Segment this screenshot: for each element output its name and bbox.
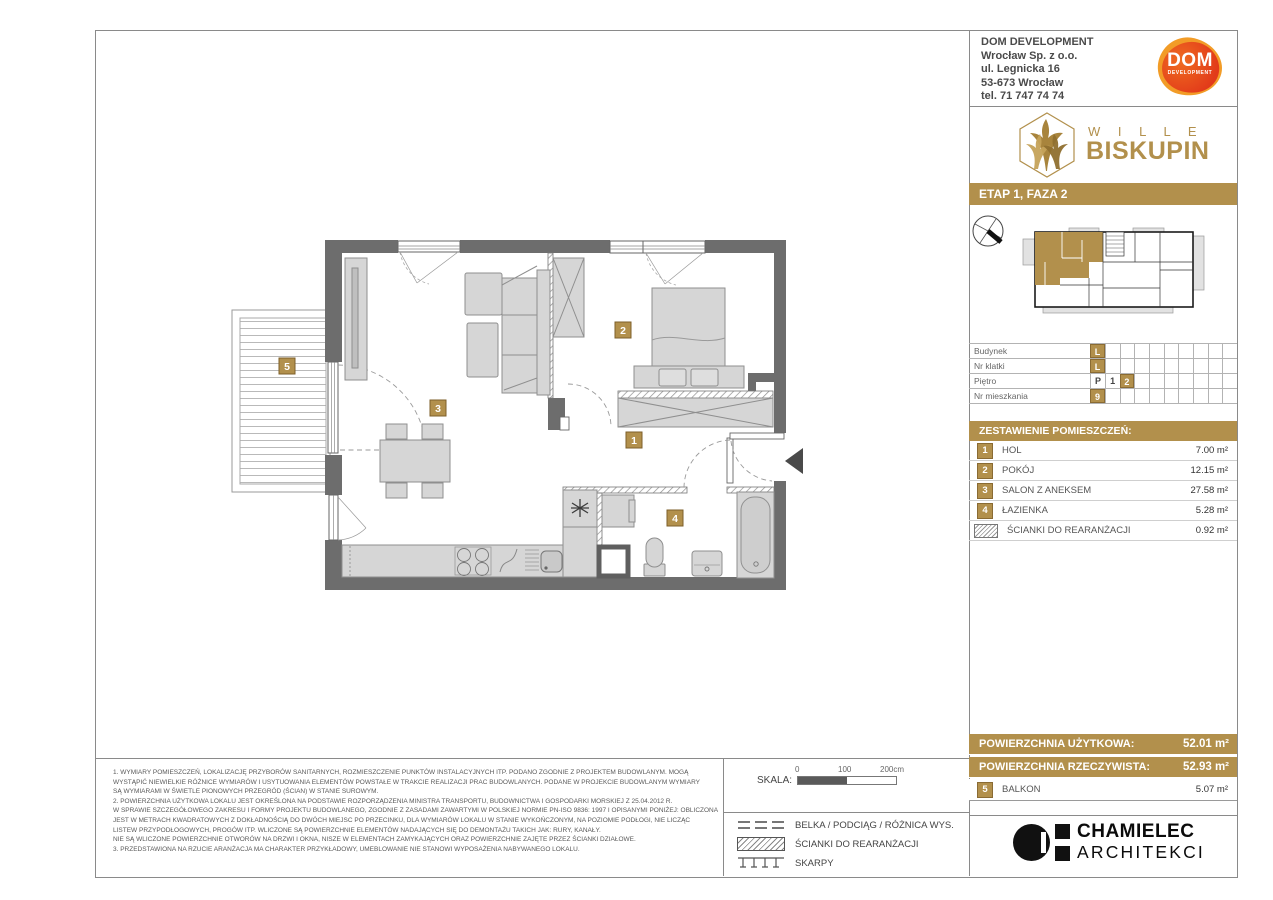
brand-line2: BISKUPIN: [1086, 137, 1210, 165]
room-row: 1 HOL 7.00 m²: [969, 441, 1237, 461]
chamielec-architekci-logo: CHAMIELEC ARCHITEKCI: [969, 815, 1237, 877]
balcony-row: 5 BALKON 5.07 m²: [969, 779, 1237, 801]
scale-tick-100: 100: [838, 765, 852, 774]
rooms-header: ZESTAWIENIE POMIESZCZEŃ:: [969, 421, 1237, 441]
room-row: 4 ŁAZIENKA 5.28 m²: [969, 501, 1237, 521]
stairs: [1106, 232, 1124, 256]
window-kitchen: [329, 495, 366, 540]
legend-item: SKARPY: [737, 856, 962, 870]
usable-area-value: 52.01 m²: [1182, 738, 1229, 750]
unit-info-table: [969, 343, 1237, 404]
room-row: 3 SALON Z ANEKSEM 27.58 m²: [969, 481, 1237, 501]
slope-symbol-icon: [737, 856, 785, 870]
real-area-value: 52.93 m²: [1182, 761, 1229, 773]
table-row: Nr klatki L: [969, 359, 1237, 374]
real-area-bar: POWIERZCHNIA RZECZYWISTA: 52.93 m²: [969, 757, 1237, 778]
hatch-symbol-icon: [737, 837, 785, 851]
hatch-swatch-icon: [974, 524, 998, 538]
badge-1: 1: [631, 435, 637, 447]
usable-area-bar: POWIERZCHNIA UŻYTKOWA: 52.01 m²: [969, 734, 1237, 755]
company-name: DOM DEVELOPMENT: [981, 36, 1094, 48]
badge-3: 3: [435, 403, 441, 415]
room-number: 1: [977, 443, 993, 459]
scale-label: SKALA:: [757, 775, 793, 786]
legend-item: ŚCIANKI DO REARANŻACJI: [737, 837, 962, 851]
grid-cell: L: [1090, 344, 1105, 358]
wille-biskupin-leaf-logo: [1016, 111, 1078, 179]
brand-line1: W I L L E: [1088, 124, 1204, 139]
badge-4: 4: [672, 513, 678, 525]
legend: [737, 818, 962, 875]
legal-notes: 1. WYMIARY POMIESZCZEŃ, LOKALIZACJĘ PRZYBORÓW SANITARNYCH, ROZMIESZCZENIE PUNKTÓW INSTALACYJNYCH ITP. PODANO ZGODNIE Z PROJEKTEM BUDOWLANYM. MOGĄ WYSTĄPIĆ NIEWIELKIE RÓŻNICE WYMIARÓW I USYTUOWANIA ELEMENTÓW POWSTAŁE W TRAKCIE REALIZACJI PRAC BUDOWLANYCH. PODANE W PROJEKCIE BUDOWLANYM WYMIARY SĄ WYMIARAMI W ŚWIETLE PIONOWYCH PRZEGRÓD (ŚCIAN) W STANIE SUROWYM. 2. POWIERZCHNIA UŻYTKOWA LOKALU JEST OKREŚLONA NA PODSTAWIE ROZPORZĄDZENIA MINISTRA TRANSPORTU, BUDOWNICTWA I GOSPODARKI MORSKIEJ Z 25.04.2012 R. W SPRAWIE SZCZEGÓŁOWEGO ZAKRESU I FORMY PROJEKTU BUDOWLANEGO, ZGODNIE Z ZASADAMI ZAWARTYMI W POLSKIEJ NORMIE PN-ISO 9836: 1997 I OPISANYMI PONIŻEJ: OBLICZONA JEST W METRACH KWADRATOWYCH Z DOKŁADNOŚCIĄ DO DWÓCH MIEJSC PO PRZECINKU, DLA WYMIARÓW LOKALU W STANIE WYKOŃCZONYM, NA POZIOMIE PODŁOGI, NIE LICZĄC LISTEW PRZYPODŁOGOWYCH, PROGÓW ITP. WLICZONE SĄ POWIERZCHNIE ELEMENTÓW NADAJĄCYCH SIĘ DO DEMONTAŻU TAKICH JAK: RURY, KANAŁY. NIE SĄ WLICZONE POWIERZCHNIE OTWORÓW NA DRZWI I OKNA, NISZE W ELEMENTACH ZAMYKAJĄCYCH ORAZ POWIERZCHNIE ZAJĘTE PRZEZ ŚCIANKI DZIAŁOWE. 3. PRZEDSTAWIONA NA RZUCIE ARANŻACJA MA CHARAKTER PRZYKŁADOWY, UMEBLOWANIE NIE STANOWI WYPOSAŻENIA NABYWANEGO LOKALU.: [113, 769, 719, 853]
room-number: 4: [977, 503, 993, 519]
window-salon: [398, 241, 460, 284]
room-number: 3: [977, 483, 993, 499]
room-row: 2 POKÓJ 12.15 m²: [969, 461, 1237, 481]
room-number: 2: [977, 463, 993, 479]
building-mini-map: [969, 205, 1237, 341]
beam-symbol-icon: [737, 819, 785, 831]
room-row: ŚCIANKI DO REARANŻACJI 0.92 m²: [969, 521, 1237, 541]
table-row: Budynek L: [969, 344, 1237, 359]
balcony: [232, 310, 330, 492]
grid-cell: L: [1090, 359, 1105, 373]
legend-item: BELKA / PODCIĄG / RÓŻNICA WYS.: [737, 818, 962, 832]
stage-banner: ETAP 1, FAZA 2: [969, 183, 1237, 205]
scale-tick-200: 200cm: [880, 765, 905, 774]
balcony-door: [328, 362, 426, 453]
rooms-table: [969, 441, 1237, 541]
entrance-arrow: [785, 448, 803, 474]
grid-cell: 9: [1090, 389, 1105, 403]
badge-2: 2: [620, 325, 626, 337]
company-address: DOM DEVELOPMENT Wrocław Sp. z o.o. ul. Legnicka 16 53-673 Wrocław tel. 71 747 74 74: [981, 36, 1151, 104]
grid-cell: P: [1090, 374, 1105, 388]
bathroom-fixtures: [599, 492, 774, 578]
grid-cell: 1: [1105, 374, 1120, 388]
badge-5: 5: [284, 361, 290, 373]
floor-plan-drawing: [95, 30, 969, 758]
window-bedroom: [610, 241, 705, 285]
building-outline: [1023, 228, 1204, 313]
compass-icon: [973, 216, 1003, 246]
grid-cell: 2: [1120, 374, 1135, 388]
room-number: 5: [977, 782, 993, 798]
table-row: Piętro P 1 2: [969, 374, 1237, 389]
scale-bar: [797, 776, 897, 785]
table-row: Nr mieszkania 9: [969, 389, 1237, 404]
dom-development-logo: DOM DEVELOPMENT: [1152, 36, 1228, 100]
scale-tick-0: 0: [795, 765, 800, 774]
